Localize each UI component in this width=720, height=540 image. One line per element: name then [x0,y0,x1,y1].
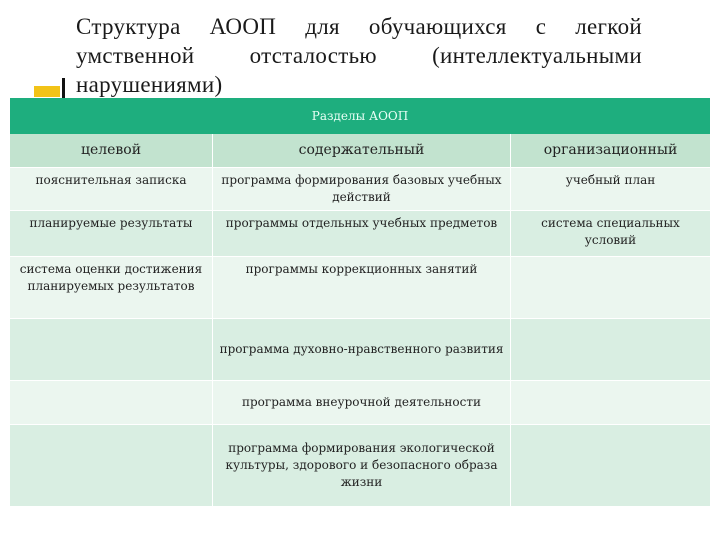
table-cell: система специальных условий [511,211,710,257]
decorative-yellow-bar [34,86,60,97]
table-cell: планируемые результаты [10,211,213,257]
table-cell: учебный план [511,168,710,211]
structure-table [10,98,710,507]
column-header-organizational: организационный [511,134,710,168]
table-cell: программы отдельных учебных предметов [213,211,511,257]
table-row [10,211,710,257]
table-cell [511,319,710,381]
decorative-divider [62,78,65,100]
table-cell: программа формирования экологической культуры, здорового и безопасного образа жизни [213,425,511,507]
table-cell [511,425,710,507]
table-row [10,381,710,425]
page-title: Структура АООП для обучающихся с легкой умственной отсталостью (интеллектуальными нарушениями) [76,14,642,97]
table-cell [511,381,710,425]
table-row [10,168,710,211]
table-cell: программы коррекционных занятий [213,257,511,319]
table-cell: программа внеурочной деятельности [213,381,511,425]
table-header: Разделы АООП [10,98,710,134]
table-cell [10,425,213,507]
column-header-content: содержательный [213,134,511,168]
table-cell: система оценки достижения планируемых результатов [10,257,213,319]
table-cell [511,257,710,319]
table-cell [10,319,213,381]
table-row [10,319,710,381]
column-headers-row [10,134,710,168]
table-cell [10,381,213,425]
column-header-target: целевой [10,134,213,168]
table-row [10,257,710,319]
table-cell: пояснительная записка [10,168,213,211]
table-cell: программа духовно-нравственного развития [213,319,511,381]
table-cell: программа формирования базовых учебных действий [213,168,511,211]
table-row [10,425,710,507]
